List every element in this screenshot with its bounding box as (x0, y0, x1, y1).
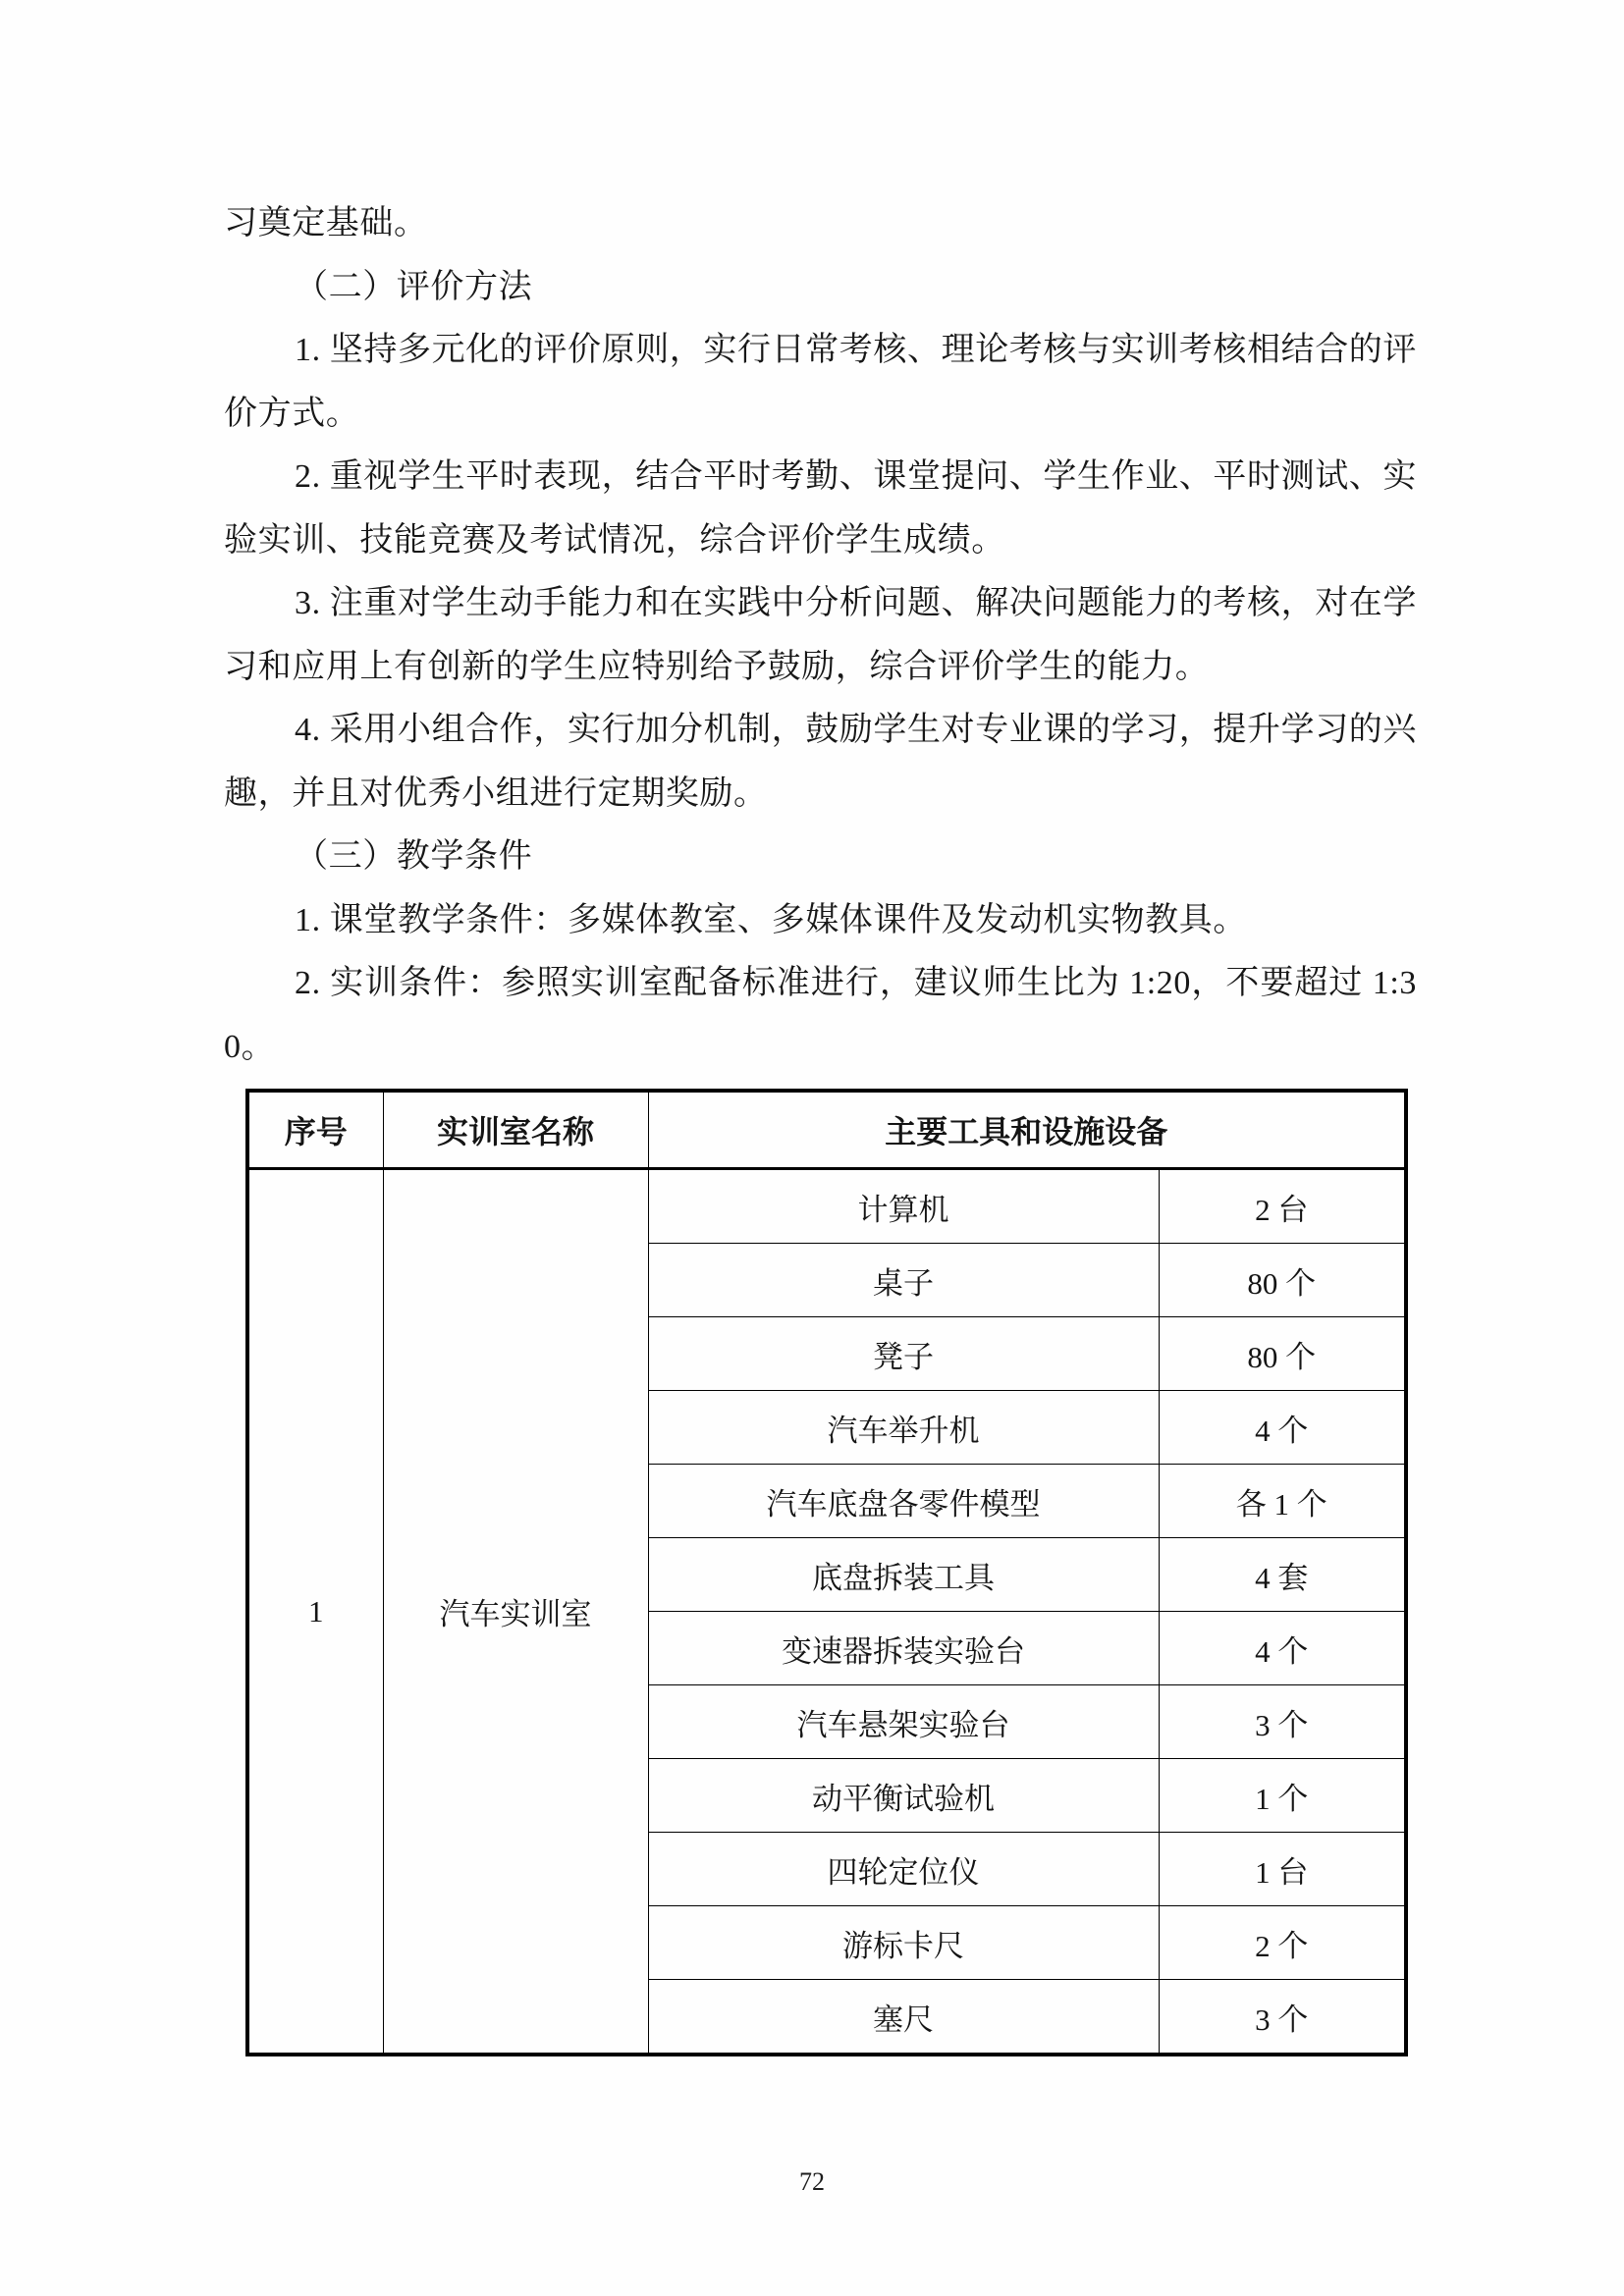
cell-equipment-quantity: 各 1 个 (1159, 1465, 1406, 1538)
cell-equipment-quantity: 4 个 (1159, 1391, 1406, 1465)
cell-equipment-quantity: 80 个 (1159, 1244, 1406, 1317)
heading-evaluation-method: （二）评价方法 (295, 268, 533, 305)
cell-equipment-quantity: 3 个 (1159, 1685, 1406, 1759)
cell-equipment-quantity: 4 个 (1159, 1612, 1406, 1685)
cell-index: 1 (247, 1169, 383, 2056)
cell-equipment-name: 凳子 (648, 1317, 1159, 1391)
equipment-table-wrapper (245, 1089, 1404, 2056)
paragraph-training-conditions: 2. 实训条件：参照实训室配备标准进行，建议师生比为 1:20，不要超过 1:30。 (224, 965, 1417, 1065)
table-header-row (247, 1091, 1406, 1169)
paragraph-item-3: 3. 注重对学生动手能力和在实践中分析问题、解决问题能力的考核，对在学习和应用上有创新的学生应特别给予鼓励，综合评价学生的能力。 (224, 585, 1417, 685)
paragraph-item-4: 4. 采用小组合作，实行加分机制，鼓励学生对专业课的学习，提升学习的兴趣，并且对优秀小组进行定期奖励。 (224, 712, 1417, 812)
cell-equipment-name: 底盘拆装工具 (648, 1538, 1159, 1612)
column-header-equipment: 主要工具和设施设备 (648, 1091, 1406, 1169)
cell-equipment-name: 汽车举升机 (648, 1391, 1159, 1465)
equipment-table (245, 1089, 1408, 2056)
column-header-index: 序号 (247, 1091, 383, 1169)
cell-equipment-name: 汽车悬架实验台 (648, 1685, 1159, 1759)
page-content (224, 192, 1417, 2056)
cell-equipment-quantity: 80 个 (1159, 1317, 1406, 1391)
cell-equipment-name: 汽车底盘各零件模型 (648, 1465, 1159, 1538)
cell-equipment-quantity: 1 台 (1159, 1833, 1406, 1906)
column-header-room-name: 实训室名称 (383, 1091, 648, 1169)
paragraph-closing-line: 习奠定基础。 (224, 205, 428, 241)
paragraph-classroom-conditions: 1. 课堂教学条件：多媒体教室、多媒体课件及发动机实物教具。 (295, 901, 1247, 938)
cell-equipment-quantity: 4 套 (1159, 1538, 1406, 1612)
paragraph-item-1: 1. 坚持多元化的评价原则，实行日常考核、理论考核与实训考核相结合的评价方式。 (224, 332, 1417, 432)
table-head (247, 1091, 1406, 1169)
cell-equipment-name: 桌子 (648, 1244, 1159, 1317)
cell-room-name: 汽车实训室 (383, 1169, 648, 2056)
cell-equipment-quantity: 2 个 (1159, 1906, 1406, 1980)
heading-teaching-conditions: （三）教学条件 (295, 838, 533, 875)
table-row (247, 1169, 1406, 1244)
cell-equipment-quantity: 3 个 (1159, 1980, 1406, 2056)
cell-equipment-name: 游标卡尺 (648, 1906, 1159, 1980)
cell-equipment-name: 塞尺 (648, 1980, 1159, 2056)
cell-equipment-name: 计算机 (648, 1169, 1159, 1244)
page-number: 72 (799, 2167, 825, 2196)
table-body (247, 1169, 1406, 2056)
cell-equipment-name: 四轮定位仪 (648, 1833, 1159, 1906)
cell-equipment-quantity: 1 个 (1159, 1759, 1406, 1833)
cell-equipment-name: 变速器拆装实验台 (648, 1612, 1159, 1685)
cell-equipment-name: 动平衡试验机 (648, 1759, 1159, 1833)
cell-equipment-quantity: 2 台 (1159, 1169, 1406, 1244)
paragraph-item-2: 2. 重视学生平时表现，结合平时考勤、课堂提问、学生作业、平时测试、实验实训、技能竞赛及考试情况，综合评价学生成绩。 (224, 458, 1417, 559)
